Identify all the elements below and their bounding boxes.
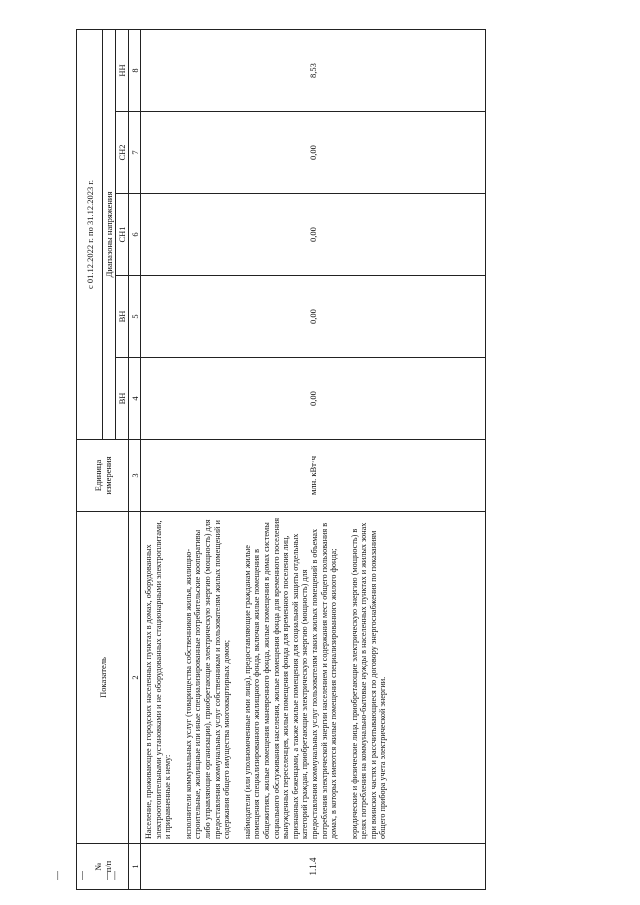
header-indicator: Показатель bbox=[77, 512, 129, 844]
table-row bbox=[141, 30, 486, 890]
value-vn-2: 0,00 bbox=[141, 276, 486, 358]
margin-mark: | bbox=[79, 871, 88, 881]
column-number: 7 bbox=[129, 112, 141, 194]
header-no-line2: п/п bbox=[102, 860, 113, 873]
column-number: 8 bbox=[129, 30, 141, 112]
header-unit-line2: измерения bbox=[102, 456, 113, 495]
description-paragraph: наймодатели (или уполномоченные ими лица), предоставляющие гражданам жилые помещения специализированного жилищного фонда, включая жилые помещения в общежитиях, жилые помещения маневренного фонда, жилые помещения в домах системы социального обслуживания населения, жилые помещения фонда для временного поселения вынужденных переселенцев, жилые помещения фонда для временного поселения лиц, признанных беженцами, а также жилые помещения для социальной защиты отдельных категорий граждан, приобретающие электрическую энергию (мощность) для предоставления коммунальных услуг пользователям таких жилых помещений в объемах потребления электрической энергии населением и содержания мест общего пользования в домах, в которых имеются жилые помещения специализированного жилого фонда; bbox=[242, 518, 339, 839]
header-unit-line1: Единица bbox=[92, 459, 103, 492]
column-number: 5 bbox=[129, 276, 141, 358]
column-number: 2 bbox=[129, 512, 141, 844]
value-vn: 0,00 bbox=[141, 358, 486, 440]
header-no bbox=[77, 844, 129, 890]
margin-mark: || bbox=[104, 871, 120, 881]
description-paragraph: Население, проживающее в городских населенных пунктах в домах, оборудованных электроотопительными установками и не оборудованных стационарными электроплитами, и приравненные к нему: bbox=[144, 520, 173, 839]
tariff-table bbox=[76, 29, 486, 890]
header-level: ВН bbox=[116, 276, 129, 358]
header-no-line1: № bbox=[92, 862, 103, 871]
header-period: с 01.12.2022 г. по 31.12.2023 г. bbox=[77, 30, 103, 440]
value-sn2: 0,00 bbox=[141, 112, 486, 194]
header-unit bbox=[77, 440, 129, 512]
column-number: 3 bbox=[129, 440, 141, 512]
row-description bbox=[141, 512, 486, 844]
scan-margin-marks bbox=[55, 871, 130, 881]
column-number: 4 bbox=[129, 358, 141, 440]
value-sn1: 0,00 bbox=[141, 194, 486, 276]
header-voltage-range: Диапазоны напряжения bbox=[103, 30, 116, 440]
column-number: 1 bbox=[129, 844, 141, 890]
margin-mark: | bbox=[55, 871, 63, 881]
value-nn: 8,53 bbox=[141, 30, 486, 112]
header-level: СН1 bbox=[116, 194, 129, 276]
row-number: 1.1.4 bbox=[141, 844, 486, 890]
row-unit: млн. кВт·ч bbox=[141, 440, 486, 512]
description-paragraph: исполнители коммунальных услуг (товарищества собственников жилья, жилищно-строительные, жилищные или иные специализированные потребительские кооперативы либо управляющие организации), приобретающие электрическую энергию (мощность) для предоставления коммунальных услуг собственникам и пользователям жилых помещений и содержания общего имущества многоквартирных домов; bbox=[183, 519, 232, 839]
header-level: НН bbox=[116, 30, 129, 112]
header-level: СН2 bbox=[116, 112, 129, 194]
header-level: ВН bbox=[116, 358, 129, 440]
column-number: 6 bbox=[129, 194, 141, 276]
column-number-row bbox=[129, 30, 141, 890]
description-paragraph: юридические и физические лица, приобретающие электрическую энергию (мощность) в целях потребления на коммунально-бытовые нужды в населенных пунктах и жилых зонах при воинских частях и рассчитывающиеся по договору энергоснабжения по показаниям общего прибора учета электрической энергии. bbox=[349, 522, 388, 839]
rotated-table-page bbox=[76, 30, 486, 890]
